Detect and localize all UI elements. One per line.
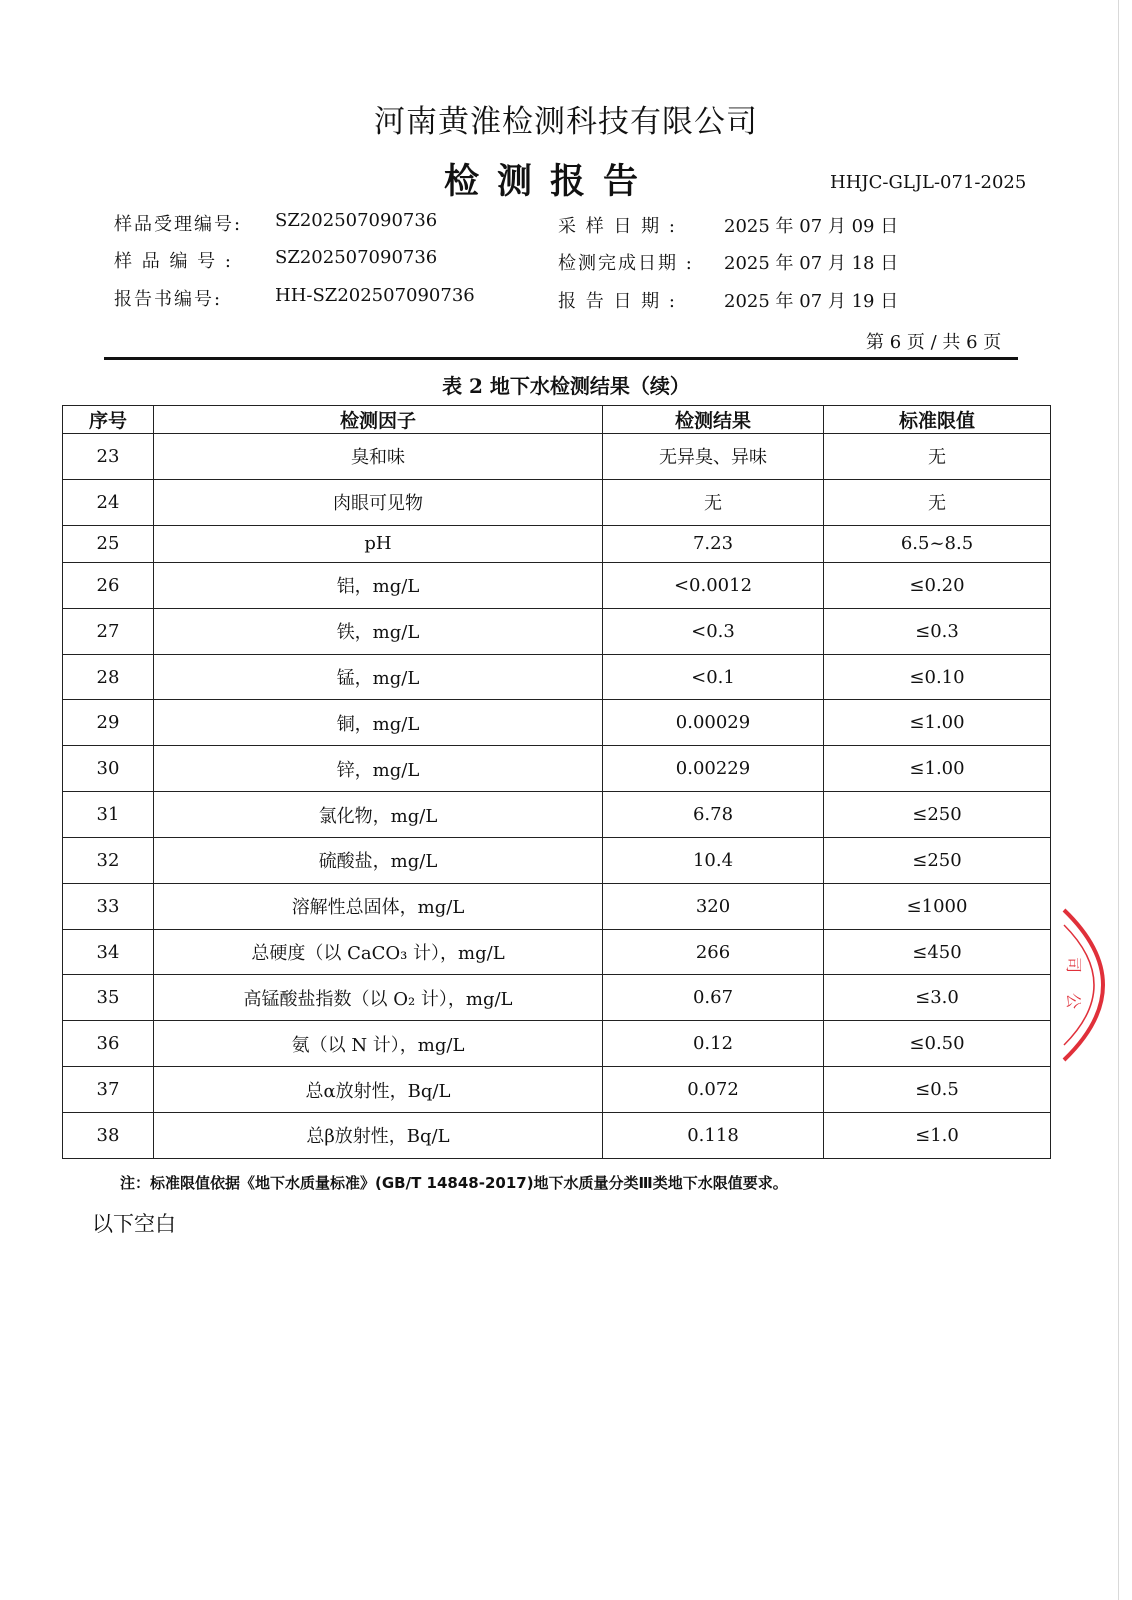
cell-limit: ≤1000 [824, 883, 1051, 929]
cell-item: 铁，mg/L [154, 608, 603, 654]
cell-result: <0.1 [603, 654, 824, 700]
cell-item: 溶解性总固体，mg/L [154, 883, 603, 929]
sample-acceptance-no-label: 样品受理编号: [114, 214, 243, 235]
table-row [63, 1067, 1051, 1113]
cell-result: 0.118 [603, 1112, 824, 1158]
cell-no: 25 [63, 525, 154, 562]
sampling-date: 2025 年 07 月 09 日 [724, 216, 899, 237]
cell-limit: ≤450 [824, 929, 1051, 975]
cell-item: 氯化物，mg/L [154, 792, 603, 838]
cell-result: 10.4 [603, 837, 824, 883]
sampling-date-label: 采 样 日 期 : [558, 216, 677, 237]
sample-no: SZ202507090736 [275, 247, 438, 268]
table-row [63, 434, 1051, 480]
company-name: 河南黄淮检测科技有限公司 [374, 104, 758, 140]
cell-limit: ≤0.10 [824, 654, 1051, 700]
cell-limit: ≤250 [824, 792, 1051, 838]
cell-no: 23 [63, 434, 154, 480]
cell-result: 266 [603, 929, 824, 975]
cell-no: 26 [63, 563, 154, 609]
header-no: 序号 [63, 406, 154, 434]
cell-item: 总β放射性，Bq/L [154, 1112, 603, 1158]
table-row [63, 975, 1051, 1021]
table-row [63, 746, 1051, 792]
cell-limit: 6.5~8.5 [824, 525, 1051, 562]
table-row [63, 608, 1051, 654]
sample-acceptance-no: SZ202507090736 [275, 210, 438, 231]
table-row [63, 883, 1051, 929]
cell-limit: 无 [824, 434, 1051, 480]
svg-text:公: 公 [1064, 993, 1083, 1010]
cell-limit: ≤0.50 [824, 1021, 1051, 1067]
cell-item: 臭和味 [154, 434, 603, 480]
seal-stamp [1062, 905, 1132, 1065]
cell-limit: ≤1.00 [824, 746, 1051, 792]
cell-result: 无异臭、异味 [603, 434, 824, 480]
cell-item: 肉眼可见物 [154, 479, 603, 525]
cell-item: pH [154, 525, 603, 562]
cell-item: 总α放射性，Bq/L [154, 1067, 603, 1113]
cell-item: 氨（以 N 计），mg/L [154, 1021, 603, 1067]
cell-item: 铜，mg/L [154, 700, 603, 746]
table-row [63, 929, 1051, 975]
cell-limit: ≤250 [824, 837, 1051, 883]
cell-no: 28 [63, 654, 154, 700]
cell-result: 6.78 [603, 792, 824, 838]
table-row [63, 654, 1051, 700]
cell-no: 30 [63, 746, 154, 792]
report-date: 2025 年 07 月 19 日 [724, 291, 899, 312]
report-title: 检测报告 [443, 161, 656, 202]
cell-result: 0.00029 [603, 700, 824, 746]
cell-no: 34 [63, 929, 154, 975]
table-header-row [63, 406, 1051, 434]
cell-limit: 无 [824, 479, 1051, 525]
results-table [62, 405, 1051, 1159]
svg-text:司: 司 [1064, 957, 1083, 974]
table-note: 注：标准限值依据《地下水质量标准》(GB/T 14848-2017)地下水质量分类Ⅲ类地下水限值要求。 [120, 1174, 788, 1192]
completion-date: 2025 年 07 月 18 日 [724, 253, 899, 274]
header-rule [104, 357, 1018, 360]
header-item: 检测因子 [154, 406, 603, 434]
document-code: HHJC-GLJL-071-2025 [830, 172, 1027, 193]
cell-no: 31 [63, 792, 154, 838]
page-edge-line [1118, 0, 1119, 1600]
cell-result: <0.3 [603, 608, 824, 654]
table-row [63, 837, 1051, 883]
header-limit: 标准限值 [824, 406, 1051, 434]
cell-result: 无 [603, 479, 824, 525]
cell-result: 0.67 [603, 975, 824, 1021]
cell-no: 24 [63, 479, 154, 525]
cell-limit: ≤1.0 [824, 1112, 1051, 1158]
cell-no: 32 [63, 837, 154, 883]
cell-limit: ≤0.20 [824, 563, 1051, 609]
cell-item: 硫酸盐，mg/L [154, 837, 603, 883]
table-row [63, 1021, 1051, 1067]
table-row [63, 563, 1051, 609]
cell-limit: ≤1.00 [824, 700, 1051, 746]
cell-item: 高锰酸盐指数（以 O₂ 计），mg/L [154, 975, 603, 1021]
blank-below-text: 以下空白 [92, 1212, 176, 1236]
cell-result: 320 [603, 883, 824, 929]
table-row [63, 700, 1051, 746]
cell-result: <0.0012 [603, 563, 824, 609]
completion-date-label: 检测完成日期 : [558, 253, 694, 274]
cell-no: 27 [63, 608, 154, 654]
cell-no: 37 [63, 1067, 154, 1113]
report-date-label: 报 告 日 期 : [558, 291, 677, 312]
table-caption: 表 2 地下水检测结果（续） [442, 374, 690, 398]
cell-no: 33 [63, 883, 154, 929]
cell-item: 铝，mg/L [154, 563, 603, 609]
report-no: HH-SZ202507090736 [275, 285, 475, 306]
page-indicator: 第 6 页 / 共 6 页 [866, 332, 1002, 353]
report-no-label: 报告书编号: [114, 289, 223, 310]
cell-item: 锰，mg/L [154, 654, 603, 700]
cell-no: 38 [63, 1112, 154, 1158]
cell-result: 0.00229 [603, 746, 824, 792]
cell-limit: ≤3.0 [824, 975, 1051, 1021]
table-row [63, 792, 1051, 838]
table-row [63, 1112, 1051, 1158]
cell-item: 锌，mg/L [154, 746, 603, 792]
sample-no-label: 样 品 编 号 : [114, 251, 233, 272]
cell-result: 0.12 [603, 1021, 824, 1067]
cell-limit: ≤0.5 [824, 1067, 1051, 1113]
header-result: 检测结果 [603, 406, 824, 434]
cell-no: 35 [63, 975, 154, 1021]
cell-no: 29 [63, 700, 154, 746]
table-row [63, 479, 1051, 525]
cell-no: 36 [63, 1021, 154, 1067]
cell-item: 总硬度（以 CaCO₃ 计），mg/L [154, 929, 603, 975]
cell-result: 0.072 [603, 1067, 824, 1113]
cell-limit: ≤0.3 [824, 608, 1051, 654]
table-row [63, 525, 1051, 562]
table-body [63, 434, 1051, 1159]
cell-result: 7.23 [603, 525, 824, 562]
